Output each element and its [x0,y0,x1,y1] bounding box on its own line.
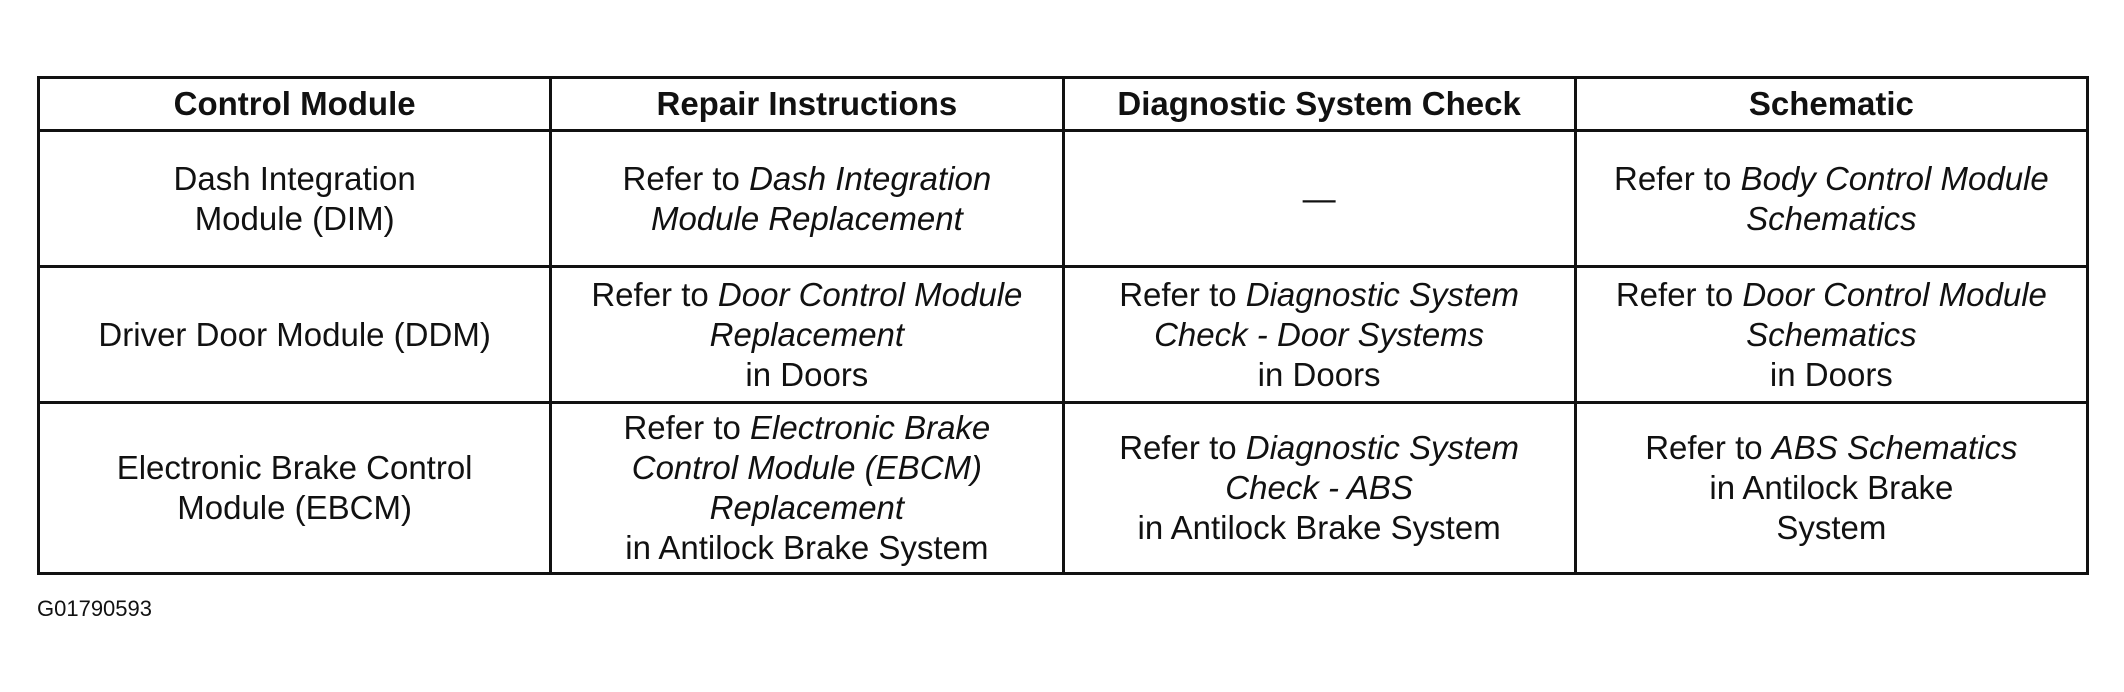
reference-location: in Doors [1257,355,1381,393]
cell-control-module [39,267,551,403]
cell-control-module [39,403,551,574]
table-row [39,267,2088,403]
cell-repair-instructions [551,403,1063,574]
reference-line [562,408,1051,448]
reference-location: in Antilock Brake [1709,469,1954,506]
module-name-line: Dash Integration [173,159,416,197]
reference-title: Body Control Module [1740,159,2049,197]
cell-diagnostic-system-check [1063,267,1575,403]
cell-control-module [39,131,551,267]
module-name-line: Module (DIM) [194,199,395,237]
cell-repair-instructions [551,267,1063,403]
reference-title: Check - Door Systems [1154,315,1485,353]
module-name-line: Electronic Brake Control [116,449,473,486]
reference-title: Check - ABS [1225,469,1413,506]
reference-line [562,275,1051,315]
reference-title: Electronic Brake [750,409,991,446]
reference-prefix: Refer to [1119,275,1246,313]
cell-schematic [1575,131,2087,267]
reference-prefix: Refer to [622,159,750,197]
reference-prefix: Refer to [623,409,751,446]
module-name-line: Module (EBCM) [177,489,412,526]
reference-prefix: Refer to [591,275,718,313]
header-control-module: Control Module [39,78,551,131]
reference-line [1587,159,2076,199]
reference-line [1587,428,2076,468]
module-reference-table [37,76,2089,575]
reference-prefix: Refer to [1614,159,1741,197]
table-row [39,131,2088,267]
reference-line [1075,428,1564,468]
reference-location: in Doors [1769,355,1893,393]
header-schematic: Schematic [1575,78,2087,131]
reference-title: Control Module (EBCM) [631,449,983,486]
reference-title: Schematics [1746,199,1917,237]
cell-diagnostic-system-check [1063,403,1575,574]
reference-title: Module Replacement [650,199,963,237]
reference-title: Replacement [709,315,905,353]
reference-title: ABS Schematics [1771,429,2018,466]
reference-title: Diagnostic System [1245,429,1520,466]
reference-title: Dash Integration [749,159,992,197]
cell-schematic [1575,403,2087,574]
reference-prefix: Refer to [1645,429,1772,466]
reference-prefix: Refer to [1119,429,1246,466]
header-diagnostic-system-check: Diagnostic System Check [1063,78,1575,131]
cell-schematic [1575,267,2087,403]
reference-line [562,159,1051,199]
reference-location: System [1776,509,1887,546]
reference-title: Diagnostic System [1245,275,1520,313]
header-repair-instructions: Repair Instructions [551,78,1063,131]
reference-title: Door Control Module [717,275,1023,313]
cell-diagnostic-system-check [1063,131,1575,267]
reference-prefix: Refer to [1615,275,1743,313]
reference-line [1587,275,2076,315]
empty-dash: — [1302,179,1336,217]
module-name-line: Driver Door Module (DDM) [98,315,491,353]
figure-id: G01790593 [37,596,152,621]
cell-repair-instructions [551,131,1063,267]
reference-location: in Antilock Brake System [625,529,989,566]
reference-location: in Doors [745,355,869,393]
reference-title: Schematics [1746,315,1917,353]
reference-location: in Antilock Brake System [1137,509,1501,546]
table-header-row [39,78,2088,131]
table-row [39,403,2088,574]
reference-title: Door Control Module [1742,275,2047,313]
reference-title: Replacement [709,489,905,526]
reference-line [1075,275,1564,315]
